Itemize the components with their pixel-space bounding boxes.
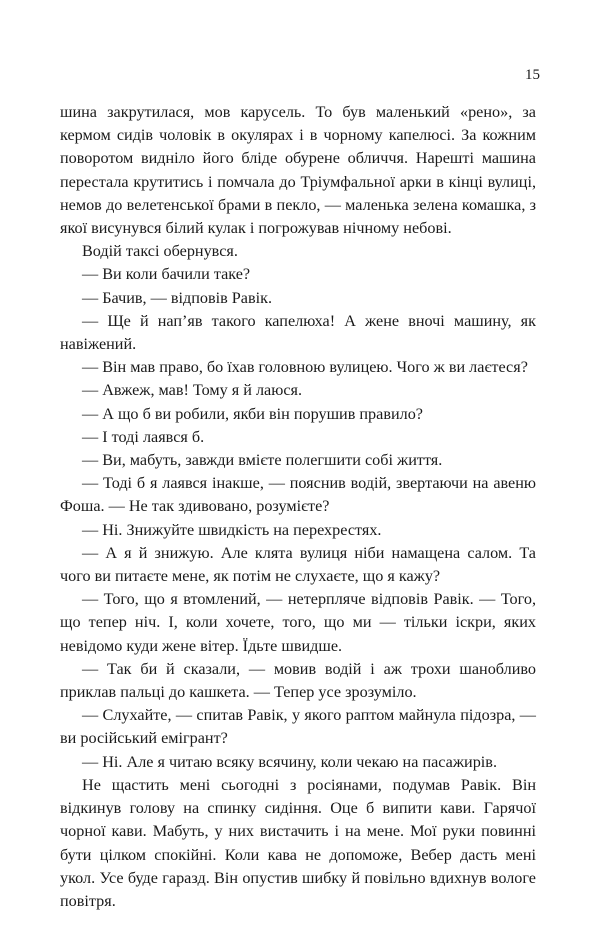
page-number: 15 <box>525 67 540 83</box>
dialogue-line: — Тоді б я лаявся інакше, — пояснив водій, звертаючи на авеню Фоша. — Не так здивовано, розумієте? <box>60 474 536 516</box>
dialogue-line: — І тоді лаявся б. <box>82 427 205 446</box>
body-text <box>60 101 536 913</box>
paragraph: Не щастить мені сьогодні з росіянами, подумав Равік. Він відкинув голову на спинку сидіння. Оце б випити кави. Гарячої чорної кави. Мабуть, у них вистачить і на мене. Мої руки повинні бути цілком спокійні. Коли кава не допоможе, Вебер дасть мені укол. Усе буде гаразд. Він опустив шибку й повільно вдихнув вологе повітря. <box>60 775 536 910</box>
dialogue-line: — А я й знижую. Але клята вулиця ніби намащена салом. Та чого ви питаєте мене, як потім не слухаєте, що я кажу? <box>60 543 536 586</box>
dialogue-line: — Ви, мабуть, завжди вмієте полегшити собі життя. <box>82 451 443 470</box>
dialogue-line: — Авжеж, мав! Тому я й лаюся. <box>82 381 303 400</box>
dialogue-line: — Ви коли бачили таке? <box>82 265 251 284</box>
dialogue-line: — Того, що я втомлений, — нетерпляче відповів Равік. — Того, що тепер ніч. І, коли хочете, того, що ми — тільки іскри, яких невідомо куди жене вітер. Їдьте швидше. <box>60 590 536 655</box>
dialogue-line: — Ні. Знижуйте швидкість на перехрестях. <box>82 520 382 539</box>
paragraph: шина закрутилася, мов карусель. То був маленький «рено», за кермом сидів чоловік в окулярах і в чорному капелюсі. За кожним поворотом видніло його бліде обурене обличчя. Нарешті машина перестала крутитись і помчала до Тріумфальної арки в кінці вулиці, немов до велетенської брами в пекло, — маленька зелена комашка, з якої висунувся білий кулак і погрожував нічному небові. <box>60 103 536 238</box>
dialogue-line: — Ні. Але я читаю всяку всячину, коли чекаю на пасажирів. <box>82 752 497 771</box>
dialogue-line: — Бачив, — відповів Равік. <box>82 288 273 307</box>
dialogue-line: — Слухайте, — спитав Равік, у якого раптом майнула підозра, — ви російський емігрант? <box>60 706 536 748</box>
dialogue-line: — Так би й сказали, — мовив водій і аж трохи шанобливо приклав пальці до кашкета. — Тепер усе зрозуміло. <box>60 659 536 702</box>
dialogue-line: — Ще й нап’яв такого капелюха! А жене вночі машину, як навіжений. <box>60 311 536 354</box>
paragraph: Водій таксі обернувся. <box>82 242 238 261</box>
dialogue-line: — А що б ви робили, якби він порушив правило? <box>82 404 423 423</box>
dialogue-line: — Він мав право, бо їхав головною вулицею. Чого ж ви лаєтеся? <box>82 358 528 377</box>
